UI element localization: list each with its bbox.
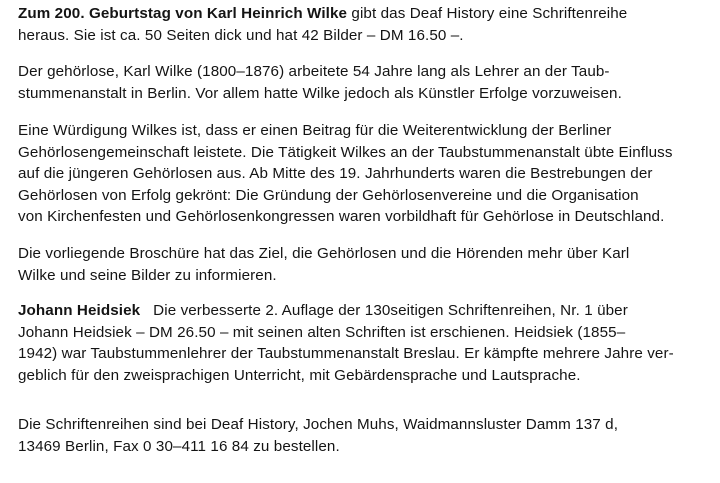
text-line: Die Schriftenreihen sind bei Deaf History, Jochen Muhs, Waidmannsluster Damm 137 d, <box>18 416 619 433</box>
paragraph-brochure-goal <box>18 243 708 286</box>
text-line: Gehörlosengemeinschaft leistete. Die Tätigkeit Wilkes an der Taubstummenanstalt übte Einfluss <box>18 143 673 161</box>
paragraph-karl-wilke-bio <box>18 61 708 104</box>
text-line: Eine Würdigung Wilkes ist, dass er einen Beitrag für die Weiterentwicklung der Berliner <box>18 122 612 139</box>
text-line <box>18 300 708 322</box>
text-line: Der gehörlose, Karl Wilke (1800–1876) arbeitete 54 Jahre lang als Lehrer an der Taub- <box>18 63 610 80</box>
text-run: Die verbesserte 2. Auflage der 130seitigen Schriftenreihen, Nr. 1 über <box>140 302 628 319</box>
paragraph-order-info <box>18 414 708 457</box>
heading-karl-wilke-anniversary: Zum 200. Geburtstag von Karl Heinrich Wilke <box>18 5 348 22</box>
text-line <box>18 3 708 25</box>
text-line: stummenanstalt in Berlin. Vor allem hatte Wilke jedoch als Künstler Erfolge vorzuweisen. <box>18 84 622 102</box>
text-line: Wilke und seine Bilder zu informieren. <box>18 266 277 284</box>
text-line: auf die jüngeren Gehörlosen aus. Ab Mitte des 19. Jahrhunderts waren die Bestrebungen der <box>18 165 653 182</box>
paragraph-karl-wilke-intro <box>18 3 708 46</box>
text-line: von Kirchenfesten und Gehörlosenkongressen waren vorbildhaft für Gehörlose in Deutschland. <box>18 208 665 225</box>
paragraph-johann-heidsiek <box>18 300 708 386</box>
text-line: heraus. Sie ist ca. 50 Seiten dick und hat 42 Bilder – DM 16.50 –. <box>18 26 464 44</box>
text-line: 1942) war Taubstummenlehrer der Taubstummenanstalt Breslau. Er kämpfte mehrere Jahre ver- <box>18 345 674 362</box>
text-line: Die vorliegende Broschüre hat das Ziel, die Gehörlosen und die Hörenden mehr über Karl <box>18 245 630 262</box>
text-line: geblich für den zweisprachigen Unterricht, mit Gebärdensprache und Lautsprache. <box>18 366 581 384</box>
text-line: 13469 Berlin, Fax 0 30–411 16 84 zu bestellen. <box>18 437 340 455</box>
text-line: Johann Heidsiek – DM 26.50 – mit seinen alten Schriften ist erschienen. Heidsiek (1855– <box>18 323 626 341</box>
paragraph-wilke-tribute <box>18 120 708 228</box>
heading-johann-heidsiek: Johann Heidsiek <box>18 302 141 319</box>
text-run: gibt das Deaf History eine Schriftenreihe <box>347 5 628 22</box>
text-line: Gehörlosen von Erfolg gekrönt: Die Gründung der Gehörlosenvereine und die Organisation <box>18 186 639 204</box>
